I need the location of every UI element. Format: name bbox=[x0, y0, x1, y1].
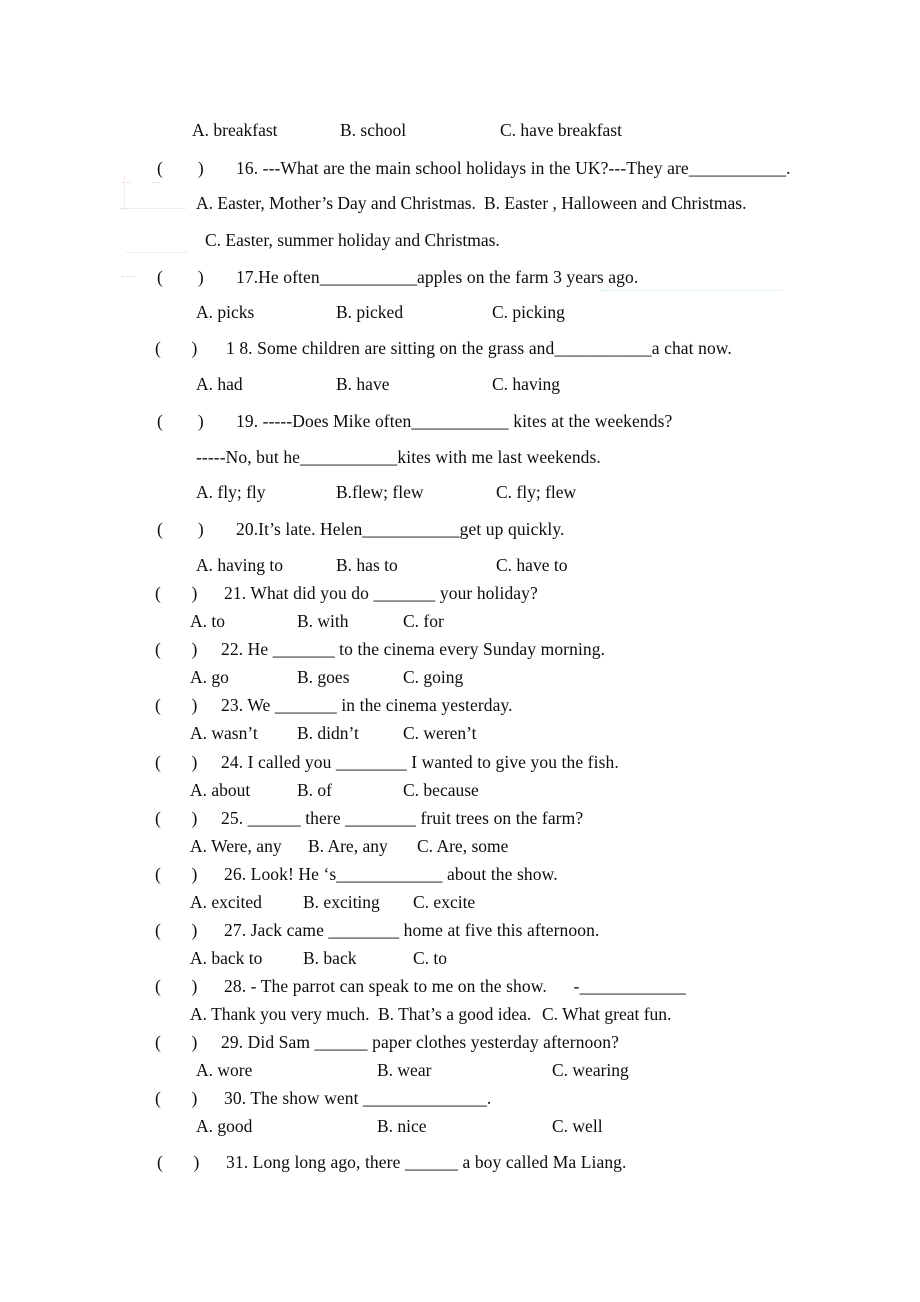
question-stem-25: 25. ______ there ________ fruit trees on the farm? bbox=[221, 808, 584, 828]
option-b: B. Are, any bbox=[308, 836, 388, 856]
option-row bbox=[190, 667, 610, 687]
option-b: B. exciting bbox=[303, 892, 380, 912]
option-b: B. back bbox=[303, 948, 357, 968]
question-stem-20: 20.It’s late. Helen___________get up quickly. bbox=[236, 519, 565, 539]
question-stem-21: 21. What did you do _______ your holiday? bbox=[224, 583, 538, 603]
option-b: B. school bbox=[340, 120, 407, 140]
scan-artifact bbox=[600, 290, 782, 292]
answer-bracket-18[interactable]: ( ) bbox=[155, 338, 198, 358]
option-a: A. wore bbox=[196, 1060, 253, 1080]
question-stem-27: 27. Jack came ________ home at five this afternoon. bbox=[224, 920, 600, 940]
option-a: A. back to bbox=[190, 948, 263, 968]
option-b: B. Easter , Halloween and Christmas. bbox=[484, 193, 747, 213]
option-c: C. to bbox=[413, 948, 448, 968]
option-row bbox=[196, 302, 716, 322]
option-row bbox=[196, 555, 716, 575]
option-b: B. picked bbox=[336, 302, 404, 322]
option-b: B. nice bbox=[377, 1116, 427, 1136]
option-a: A. good bbox=[196, 1116, 253, 1136]
option-b: B.flew; flew bbox=[336, 482, 424, 502]
option-c: C. for bbox=[403, 611, 444, 631]
answer-bracket-21[interactable]: ( ) bbox=[155, 583, 198, 603]
question-stem-26: 26. Look! He ‘s____________ about the show. bbox=[224, 864, 558, 884]
option-c: C. fly; flew bbox=[496, 482, 577, 502]
answer-bracket-23[interactable]: ( ) bbox=[155, 695, 198, 715]
option-b: B. have bbox=[336, 374, 390, 394]
option-a: A. excited bbox=[190, 892, 262, 912]
answer-bracket-22[interactable]: ( ) bbox=[155, 639, 198, 659]
option-a: A. breakfast bbox=[192, 120, 278, 140]
option-a: A. fly; fly bbox=[196, 482, 266, 502]
scan-artifact bbox=[120, 208, 186, 210]
option-a: A. wasn’t bbox=[190, 723, 258, 743]
option-row bbox=[196, 374, 716, 394]
scan-artifact bbox=[152, 182, 160, 184]
option-a: A. to bbox=[190, 611, 225, 631]
answer-bracket-24[interactable]: ( ) bbox=[155, 752, 198, 772]
scan-artifact bbox=[124, 176, 126, 210]
question-stem-29: 29. Did Sam ______ paper clothes yesterday afternoon? bbox=[221, 1032, 619, 1052]
option-b: B. That’s a good idea. bbox=[378, 1004, 532, 1024]
answer-bracket-28[interactable]: ( ) bbox=[155, 976, 198, 996]
scan-artifact bbox=[122, 182, 132, 184]
option-row bbox=[190, 611, 610, 631]
option-c: C. well bbox=[552, 1116, 603, 1136]
option-c: C. Are, some bbox=[417, 836, 509, 856]
answer-bracket-27[interactable]: ( ) bbox=[155, 920, 198, 940]
answer-bracket-16[interactable]: ( ) bbox=[157, 158, 204, 178]
option-c: C. having bbox=[492, 374, 561, 394]
answer-bracket-29[interactable]: ( ) bbox=[155, 1032, 198, 1052]
question-stem-18: 1 8. Some children are sitting on the grass and___________a chat now. bbox=[226, 338, 732, 358]
option-a: A. about bbox=[190, 780, 251, 800]
answer-bracket-20[interactable]: ( ) bbox=[157, 519, 204, 539]
question-stem-28: 28. - The parrot can speak to me on the show. -____________ bbox=[224, 976, 686, 996]
option-a: A. go bbox=[190, 667, 229, 687]
option-a: A. Easter, Mother’s Day and Christmas. bbox=[196, 193, 476, 213]
question-stem-24: 24. I called you ________ I wanted to give you the fish. bbox=[221, 752, 619, 772]
option-b: B. of bbox=[297, 780, 332, 800]
option-a: A. Thank you very much. bbox=[190, 1004, 370, 1024]
option-a: A. had bbox=[196, 374, 243, 394]
answer-bracket-19[interactable]: ( ) bbox=[157, 411, 204, 431]
option-a: A. Were, any bbox=[190, 836, 282, 856]
option-a: A. picks bbox=[196, 302, 255, 322]
question-stem-23: 23. We _______ in the cinema yesterday. bbox=[221, 695, 513, 715]
scan-artifact bbox=[127, 252, 187, 254]
answer-bracket-30[interactable]: ( ) bbox=[155, 1088, 198, 1108]
option-c: C. wearing bbox=[552, 1060, 629, 1080]
option-b: B. goes bbox=[297, 667, 350, 687]
option-row bbox=[196, 193, 836, 213]
option-b: B. with bbox=[297, 611, 349, 631]
option-row bbox=[205, 230, 845, 250]
question-stem-16: 16. ---What are the main school holidays in the UK?---They are___________. bbox=[236, 158, 791, 178]
question-stem-19-continuation: -----No, but he___________kites with me last weekends. bbox=[196, 447, 601, 467]
question-stem-17: 17.He often___________apples on the farm 3 years ago. bbox=[236, 267, 639, 287]
answer-bracket-26[interactable]: ( ) bbox=[155, 864, 198, 884]
scan-artifact bbox=[122, 276, 136, 278]
option-row bbox=[192, 120, 712, 140]
option-b: B. didn’t bbox=[297, 723, 359, 743]
answer-bracket-17[interactable]: ( ) bbox=[157, 267, 204, 287]
question-stem-19: 19. -----Does Mike often___________ kites at the weekends? bbox=[236, 411, 673, 431]
option-c: C. excite bbox=[413, 892, 476, 912]
option-c: C. have to bbox=[496, 555, 568, 575]
option-b: B. wear bbox=[377, 1060, 432, 1080]
option-row bbox=[196, 482, 716, 502]
option-row bbox=[190, 1004, 710, 1024]
option-c: C. because bbox=[403, 780, 479, 800]
option-b: B. has to bbox=[336, 555, 398, 575]
option-row bbox=[196, 1116, 716, 1136]
option-c: C. going bbox=[403, 667, 464, 687]
option-row bbox=[190, 948, 610, 968]
question-stem-22: 22. He _______ to the cinema every Sunday morning. bbox=[221, 639, 606, 659]
option-c: C. have breakfast bbox=[500, 120, 622, 140]
option-row bbox=[190, 892, 610, 912]
option-row bbox=[190, 723, 610, 743]
option-row bbox=[190, 780, 610, 800]
answer-bracket-25[interactable]: ( ) bbox=[155, 808, 198, 828]
question-stem-30: 30. The show went ______________. bbox=[224, 1088, 492, 1108]
answer-bracket-31[interactable]: ( ) bbox=[157, 1152, 200, 1172]
option-c: C. Easter, summer holiday and Christmas. bbox=[205, 230, 500, 250]
option-c: C. What great fun. bbox=[542, 1004, 672, 1024]
option-a: A. having to bbox=[196, 555, 284, 575]
option-c: C. picking bbox=[492, 302, 565, 322]
option-c: C. weren’t bbox=[403, 723, 477, 743]
option-row bbox=[196, 1060, 716, 1080]
question-stem-31: 31. Long long ago, there ______ a boy called Ma Liang. bbox=[226, 1152, 627, 1172]
option-row bbox=[190, 836, 610, 856]
